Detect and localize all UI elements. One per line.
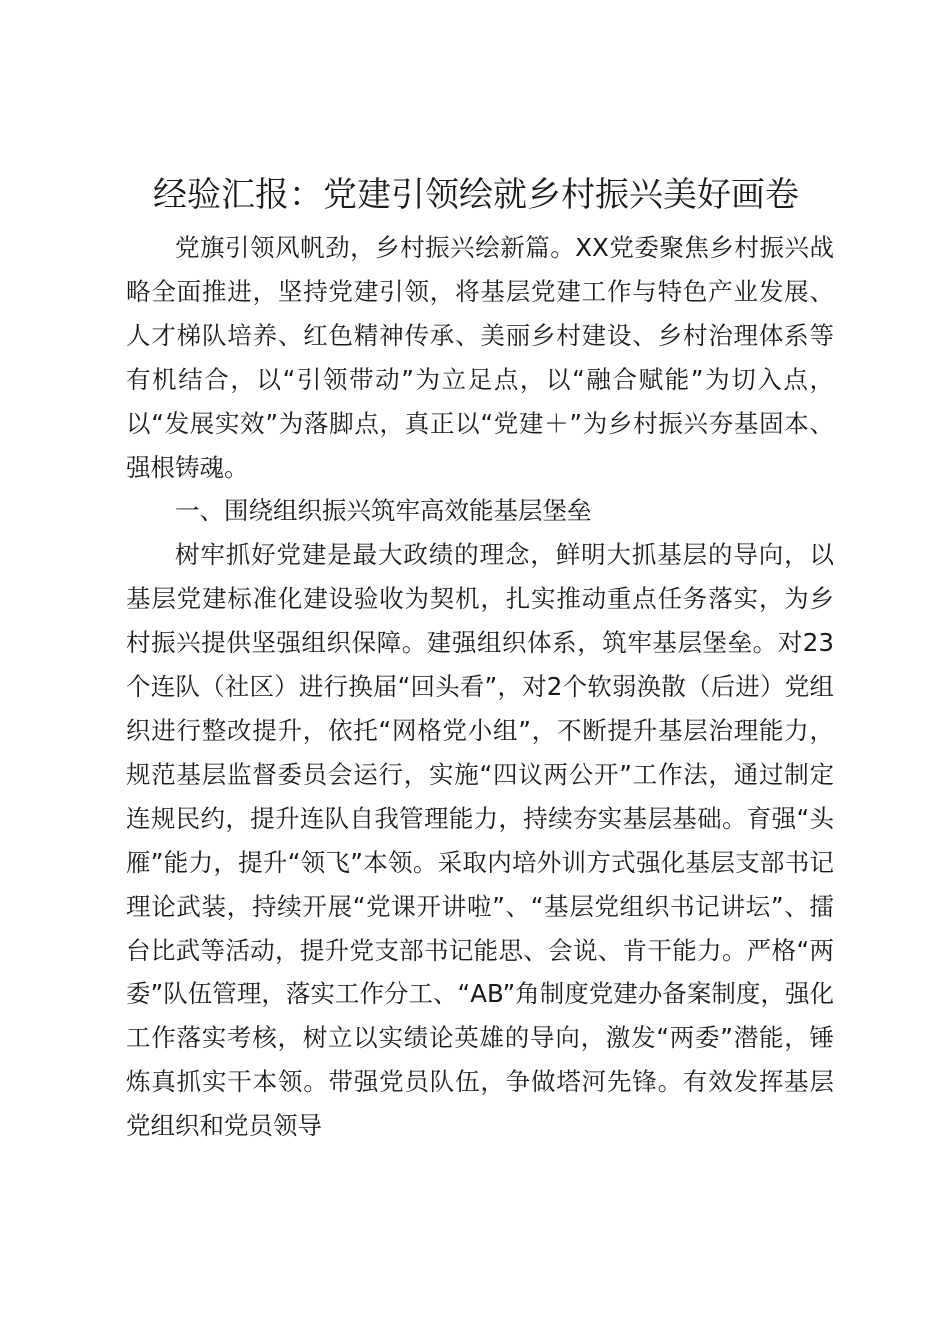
document-body [126, 226, 834, 1148]
document-title: 经验汇报：党建引领绘就乡村振兴美好画卷 [153, 175, 799, 215]
intro-paragraph: 党旗引领风帆劲，乡村振兴绘新篇。XX党委聚焦乡村振兴战略全面推进，坚持党建引领，将基层党建工作与特色产业发展、人才梯队培养、红色精神传承、美丽乡村建设、乡村治理体系等有机结合，以“引领带动”为立足点，以“融合赋能”为切入点，以“发展实效”为落脚点，真正以“党建＋”为乡村振兴夯基固本、强根铸魂。 [126, 233, 834, 482]
section-paragraph: 树牢抓好党建是最大政绩的理念，鲜明大抓基层的导向，以基层党建标准化建设验收为契机，扎实推动重点任务落实，为乡村振兴提供坚强组织保障。建强组织体系，筑牢基层堡垒。对23个连队（社区）进行换届“回头看”，对2个软弱涣散（后进）党组织进行整改提升，依托“网格党小组”，不断提升基层治理能力，规范基层监督委员会运行，实施“四议两公开”工作法，通过制定连规民约，提升连队自我管理能力，持续夯实基层基础。育强“头雁”能力，提升“领飞”本领。采取内培外训方式强化基层支部书记理论武装，持续开展“党课开讲啦”、“基层党组织书记讲坛”、擂台比武等活动，提升党支部书记能思、会说、肯干能力。严格“两委”队伍管理，落实工作分工、“AB”角制度党建办备案制度，强化工作落实考核，树立以实绩论英雄的导向，激发“两委”潜能，锤炼真抓实干本领。带强党员队伍，争做塔河先锋。有效发挥基层党组织和党员领导 [126, 540, 834, 1141]
section-heading: 一、围绕组织振兴筑牢高效能基层堡垒 [175, 496, 592, 526]
